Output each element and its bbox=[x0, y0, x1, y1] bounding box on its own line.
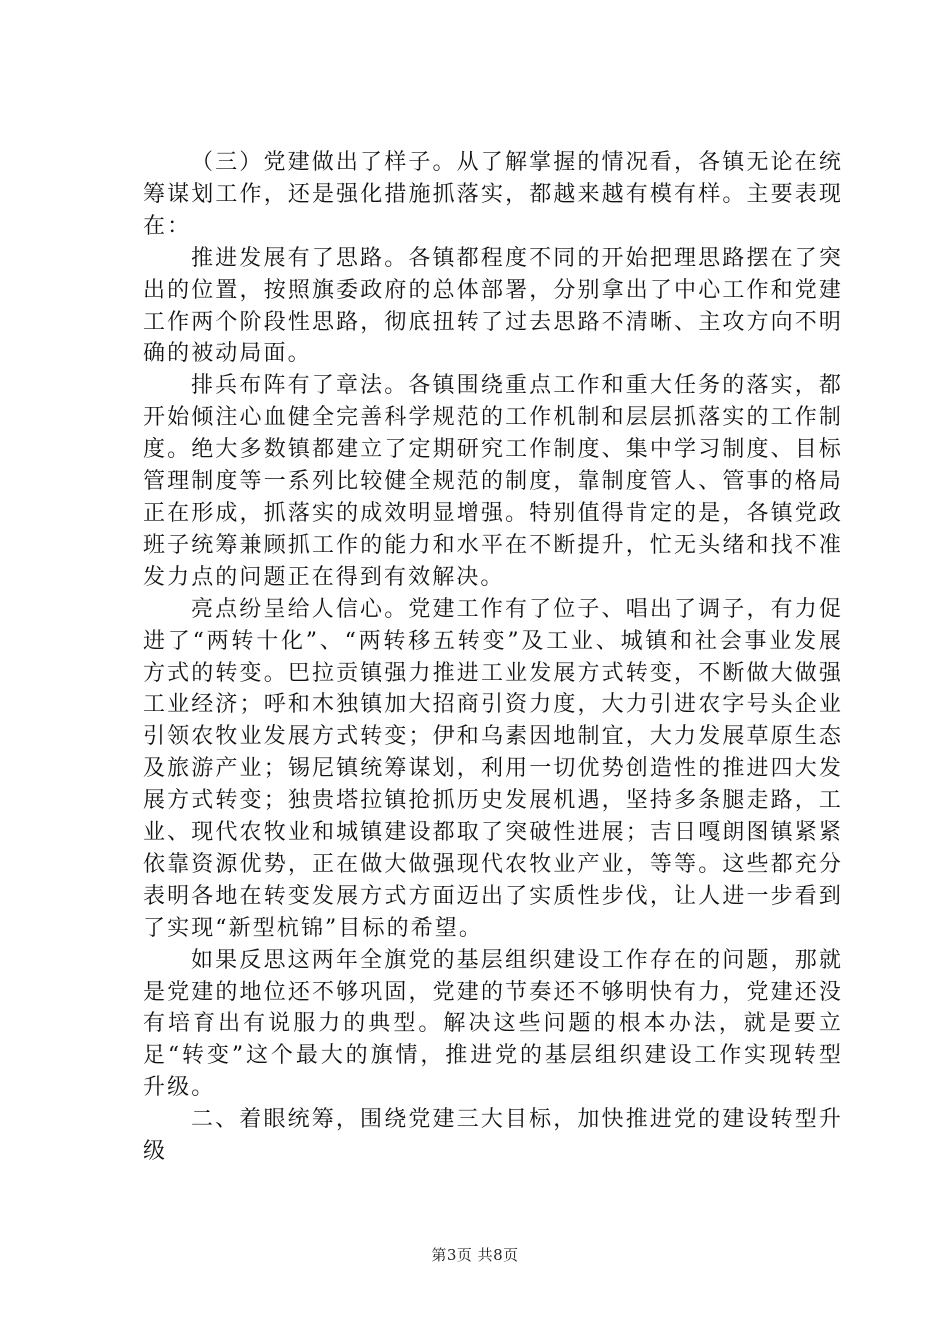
paragraph-problems-reflection: 如果反思这两年全旗党的基层组织建设工作存在的问题，那就是党建的地位还不够巩固，党建的节奏还不够明快有力，党建还没有培育出有说服力的典型。解决这些问题的根本办法，就是要立足“转变”这个最大的旗情，推进党的基层组织建设工作实现转型升级。 bbox=[143, 947, 843, 1101]
paragraph-highlights: 亮点纷呈给人信心。党建工作有了位子、唱出了调子，有力促进了“两转十化”、“两转移五转变”及工业、城镇和社会事业发展方式的转变。巴拉贡镇强力推进工业发展方式转变，不断做大做强工业经济；呼和木独镇加大招商引资力度，大力引进农字号头企业引领农牧业发展方式转变；伊和乌素因地制宜，大力发展草原生态及旅游产业；锡尼镇统筹谋划，利用一切优势创造性的推进四大发展方式转变；独贵塔拉镇抢抓历史发展机遇，坚持多条腿走路，工业、现代农牧业和城镇建设都取了突破性进展；吉日嘎朗图镇紧紧依靠资源优势，正在做大做强现代农牧业产业，等等。这些都充分表明各地在转变发展方式方面迈出了实质性步伐，让人进一步看到了实现“新型杭锦”目标的希望。 bbox=[143, 596, 843, 941]
document-body bbox=[143, 147, 843, 1168]
paragraph-development-ideas: 推进发展有了思路。各镇都程度不同的开始把理思路摆在了突出的位置，按照旗委政府的总体部署，分别拿出了中心工作和党建工作两个阶段性思路，彻底扭转了过去思路不清晰、主攻方向不明确的被动局面。 bbox=[143, 245, 843, 367]
paragraph-section-two-heading: 二、着眼统筹，围绕党建三大目标，加快推进党的建设转型升级 bbox=[143, 1107, 843, 1165]
page-number-footer: 第3页 共8页 bbox=[431, 1246, 519, 1264]
paragraph-section-three-heading: （三）党建做出了样子。从了解掌握的情况看，各镇无论在统筹谋划工作，还是强化措施抓落实，都越来越有模有样。主要表现在： bbox=[143, 150, 843, 239]
paragraph-work-methods: 排兵布阵有了章法。各镇围绕重点工作和重大任务的落实，都开始倾注心血健全完善科学规范的工作机制和层层抓落实的工作制度。绝大多数镇都建立了定期研究工作制度、集中学习制度、目标管理制度等一系列比较健全规范的制度，靠制度管人、管事的格局正在形成，抓落实的成效明显增强。特别值得肯定的是，各镇党政班子统筹兼顾抓工作的能力和水平在不断提升，忙无头绪和找不准发力点的问题正在得到有效解决。 bbox=[143, 373, 843, 590]
